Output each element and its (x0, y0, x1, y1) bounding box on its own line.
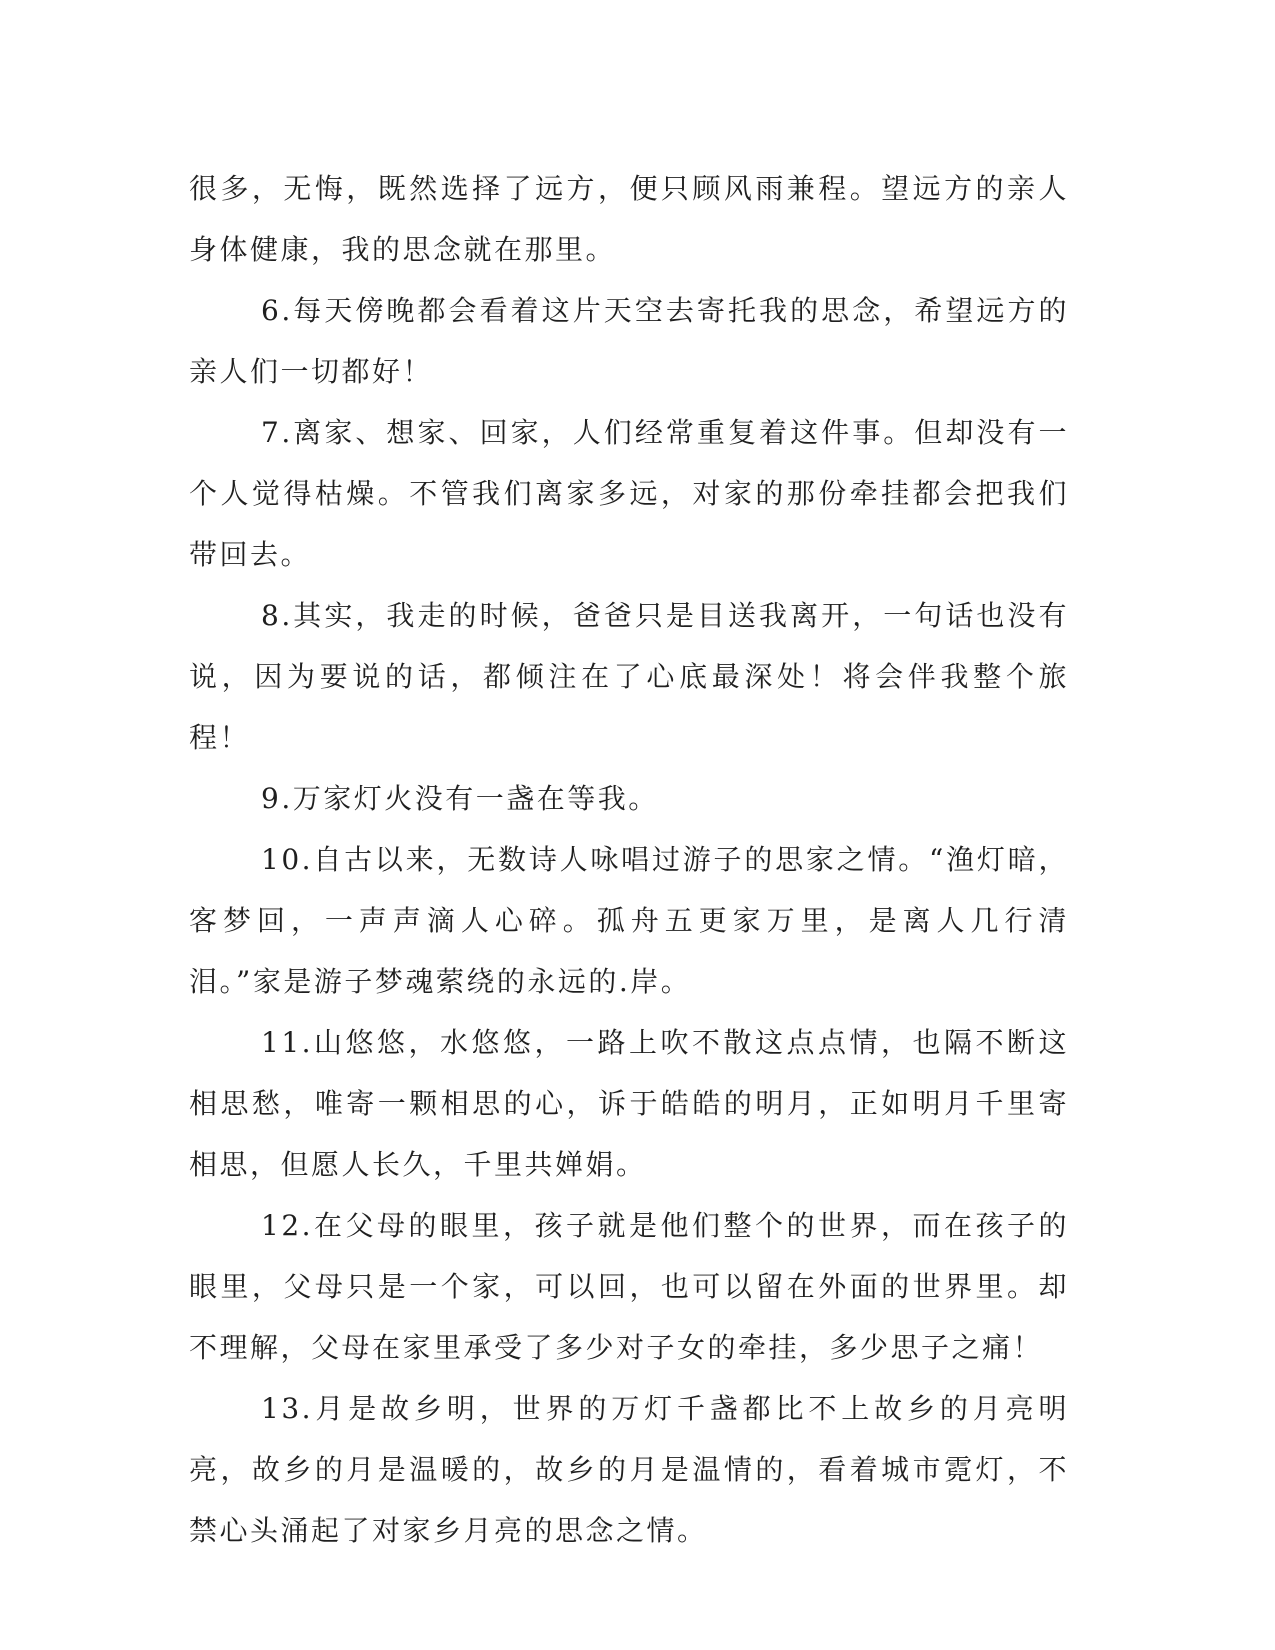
paragraph-item-12: 12.在父母的眼里，孩子就是他们整个的世界，而在孩子的眼里，父母只是一个家，可以回，也可以留在外面的世界里。却不理解，父母在家里承受了多少对子女的牵挂，多少思子之痛！ (189, 1209, 1069, 1364)
paragraph-item-13: 13.月是故乡明，世界的万灯千盏都比不上故乡的月亮明亮，故乡的月是温暖的，故乡的月是温情的，看着城市霓灯，不禁心头涌起了对家乡月亮的思念之情。 (189, 1392, 1069, 1547)
document-body (189, 158, 1069, 1561)
paragraph-continuation: 很多，无悔，既然选择了远方，便只顾风雨兼程。望远方的亲人身体健康，我的思念就在那里。 (189, 172, 1069, 266)
paragraph-item-8: 8.其实，我走的时候，爸爸只是目送我离开，一句话也没有说，因为要说的话，都倾注在了心底最深处！将会伴我整个旅程！ (189, 599, 1069, 754)
paragraph-item-6: 6.每天傍晚都会看着这片天空去寄托我的思念，希望远方的亲人们一切都好！ (189, 294, 1069, 388)
paragraph-item-7: 7.离家、想家、回家，人们经常重复着这件事。但却没有一个人觉得枯燥。不管我们离家多远，对家的那份牵挂都会把我们带回去。 (189, 416, 1069, 571)
paragraph-item-9: 9.万家灯火没有一盏在等我。 (261, 782, 659, 815)
paragraph-item-10: 10.自古以来，无数诗人咏唱过游子的思家之情。“渔灯暗，客梦回，一声声滴人心碎。孤舟五更家万里，是离人几行清泪。”家是游子梦魂萦绕的永远的.岸。 (189, 843, 1069, 998)
paragraph-item-11: 11.山悠悠，水悠悠，一路上吹不散这点点情，也隔不断这相思愁，唯寄一颗相思的心，诉于皓皓的明月，正如明月千里寄相思，但愿人长久，千里共婵娟。 (189, 1026, 1069, 1181)
